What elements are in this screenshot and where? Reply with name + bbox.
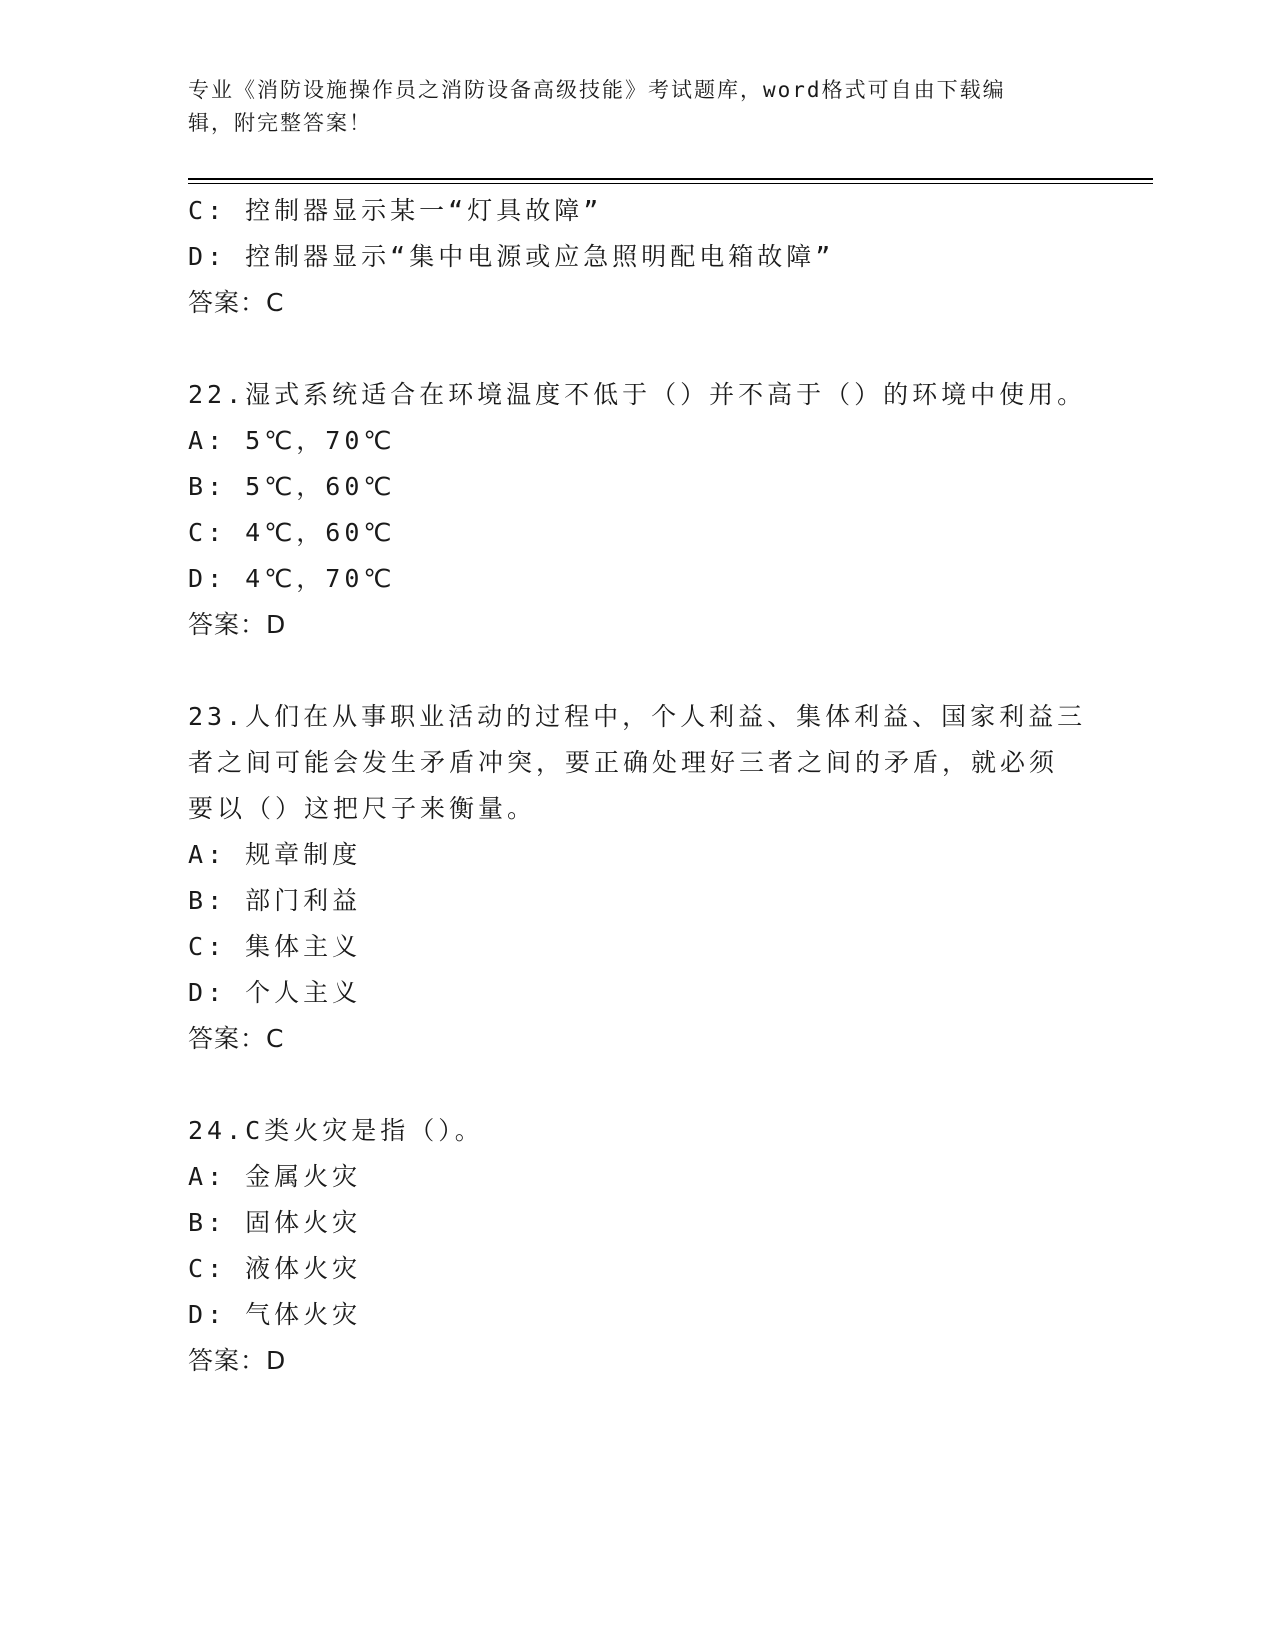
question-24: [188, 1108, 1088, 1384]
question-23: [188, 694, 1088, 1062]
option-b: B: 5℃，60℃: [188, 472, 396, 501]
question-stem-line-1: 23.人们在从事职业活动的过程中，个人利益、集体利益、国家利益三: [188, 702, 1087, 731]
option-c: C: 控制器显示某一“灯具故障”: [188, 196, 603, 225]
document-header: [188, 74, 1068, 140]
option-d: D: 个人主义: [188, 978, 362, 1007]
option-c: C: 4℃，60℃: [188, 518, 396, 547]
answer-text: 答案：D: [188, 610, 287, 639]
header-line-1: 专业《消防设施操作员之消防设备高级技能》考试题库，word格式可自由下载编: [188, 78, 1006, 102]
option-b: B: 部门利益: [188, 886, 362, 915]
prev-question: [188, 188, 1088, 326]
option-b: B: 固体火灾: [188, 1208, 362, 1237]
question-stem: 24.C类火灾是指（）。: [188, 1116, 484, 1145]
answer-text: 答案：D: [188, 1346, 287, 1375]
answer-text: 答案：C: [188, 288, 285, 317]
question-content: [188, 188, 1088, 1384]
option-a: A: 金属火灾: [188, 1162, 362, 1191]
question-stem-line-2: 者之间可能会发生矛盾冲突，要正确处理好三者之间的矛盾，就必须: [188, 748, 1059, 777]
question-stem-line-3: 要以（）这把尺子来衡量。: [188, 794, 537, 823]
option-d: D: 气体火灾: [188, 1300, 362, 1329]
option-c: C: 液体火灾: [188, 1254, 362, 1283]
header-line-2: 辑，附完整答案！: [188, 111, 372, 135]
question-stem: 22.湿式系统适合在环境温度不低于（）并不高于（）的环境中使用。: [188, 380, 1087, 409]
header-divider: [188, 178, 1153, 180]
answer-text: 答案：C: [188, 1024, 285, 1053]
option-d: D: 控制器显示“集中电源或应急照明配电箱故障”: [188, 242, 835, 271]
option-a: A: 规章制度: [188, 840, 362, 869]
option-a: A: 5℃，70℃: [188, 426, 396, 455]
option-d: D: 4℃，70℃: [188, 564, 396, 593]
question-22: [188, 372, 1088, 648]
option-c: C: 集体主义: [188, 932, 362, 961]
header-divider-thin: [188, 183, 1153, 184]
